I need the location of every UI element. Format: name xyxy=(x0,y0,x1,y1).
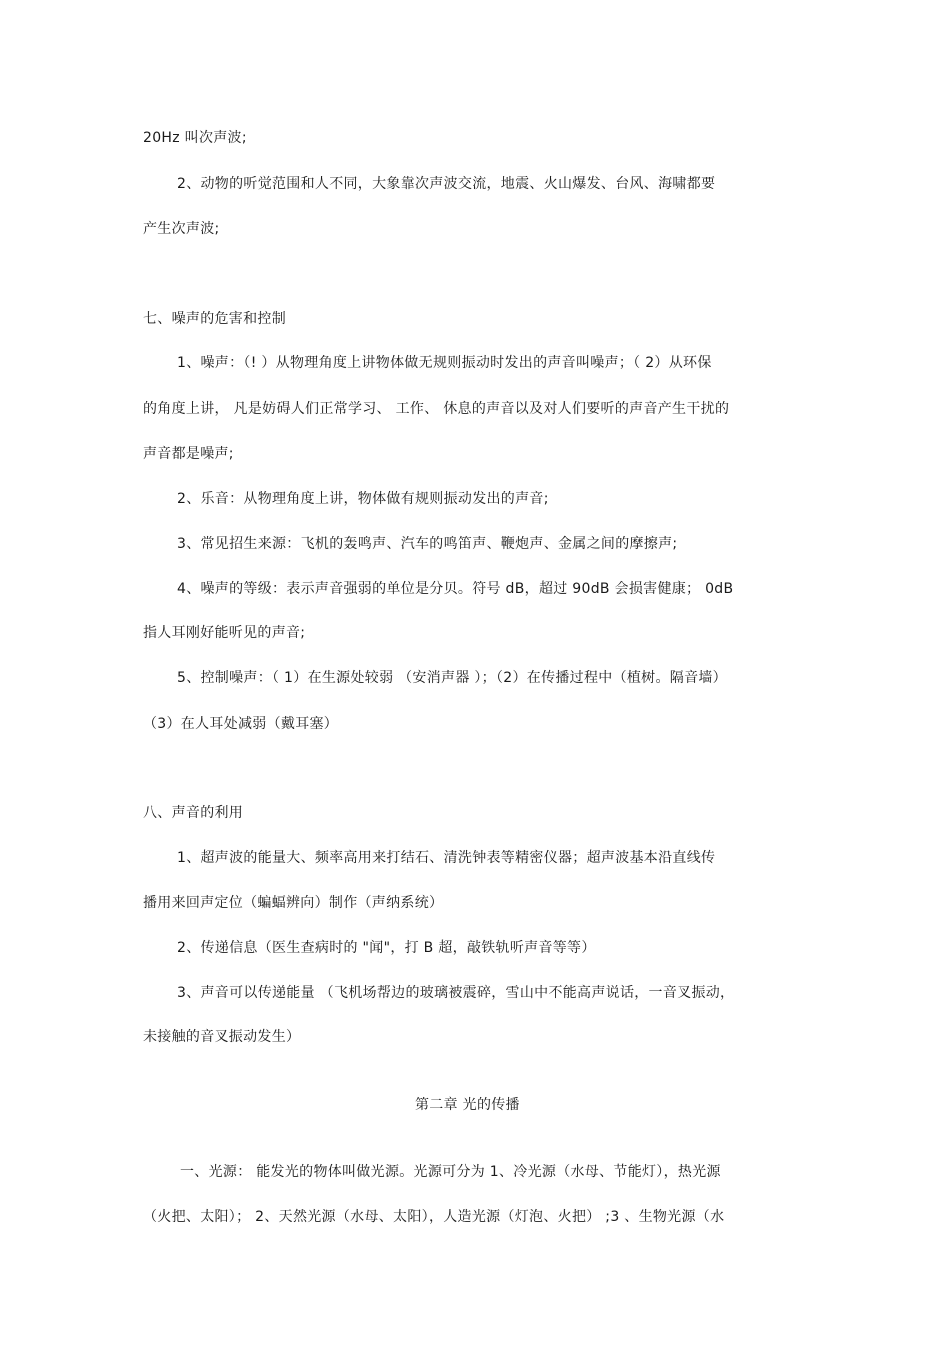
text-line: 未接触的音叉振动发生） xyxy=(143,1029,301,1045)
text-line: 指人耳刚好能听见的声音; xyxy=(143,625,306,641)
section-heading: 八、声音的利用 xyxy=(143,805,244,821)
text-line: （火把、太阳）； 2、天然光源（水母、太阳），人造光源（灯泡、火把） ;3 、生物光源（水 xyxy=(143,1209,725,1225)
text-line: 4、噪声的等级：表示声音强弱的单位是分贝。符号 dB，超过 90dB 会损害健康； 0dB xyxy=(177,581,734,597)
text-line: 2、传递信息（医生查病时的 "闻"，打 B 超，敲铁轨听声音等等） xyxy=(177,940,596,956)
text-line: 播用来回声定位（蝙蝠辨向）制作（声纳系统） xyxy=(143,895,444,911)
text-line: 20Hz 叫次声波; xyxy=(143,130,247,146)
text-line: 3、声音可以传递能量 （飞机场帮边的玻璃被震碎，雪山中不能高声说话，一音叉振动， xyxy=(177,985,735,1001)
text-line: 2、乐音：从物理角度上讲，物体做有规则振动发出的声音; xyxy=(177,491,549,507)
text-line: 1、超声波的能量大、频率高用来打结石、清洗钟表等精密仪器；超声波基本沿直线传 xyxy=(177,850,716,866)
text-line: 产生次声波; xyxy=(143,221,220,237)
text-line: （3）在人耳处减弱（戴耳塞） xyxy=(143,716,339,732)
section-heading: 七、噪声的危害和控制 xyxy=(143,311,286,327)
text-line: 3、常见招生来源：飞机的轰鸣声、汽车的鸣笛声、鞭炮声、金属之间的摩擦声; xyxy=(177,536,678,552)
chapter-title: 第二章 光的传播 xyxy=(415,1097,520,1113)
text-line: 声音都是噪声; xyxy=(143,446,234,462)
text-line: 2、动物的听觉范围和人不同，大象靠次声波交流，地震、火山爆发、台风、海啸都要 xyxy=(177,176,716,192)
text-line: 一、光源： 能发光的物体叫做光源。光源可分为 1、冷光源（水母、节能灯），热光源 xyxy=(180,1164,721,1180)
text-line: 的角度上讲， 凡是妨碍人们正常学习、 工作、 休息的声音以及对人们要听的声音产生干扰的 xyxy=(143,401,730,417)
text-line: 1、噪声：（! ）从物理角度上讲物体做无规则振动时发出的声音叫噪声；（ 2）从环保 xyxy=(177,355,712,371)
text-line: 5、控制噪声：（ 1）在生源处较弱 （安消声器 ）；（2）在传播过程中（植树。隔音墙） xyxy=(177,670,727,686)
